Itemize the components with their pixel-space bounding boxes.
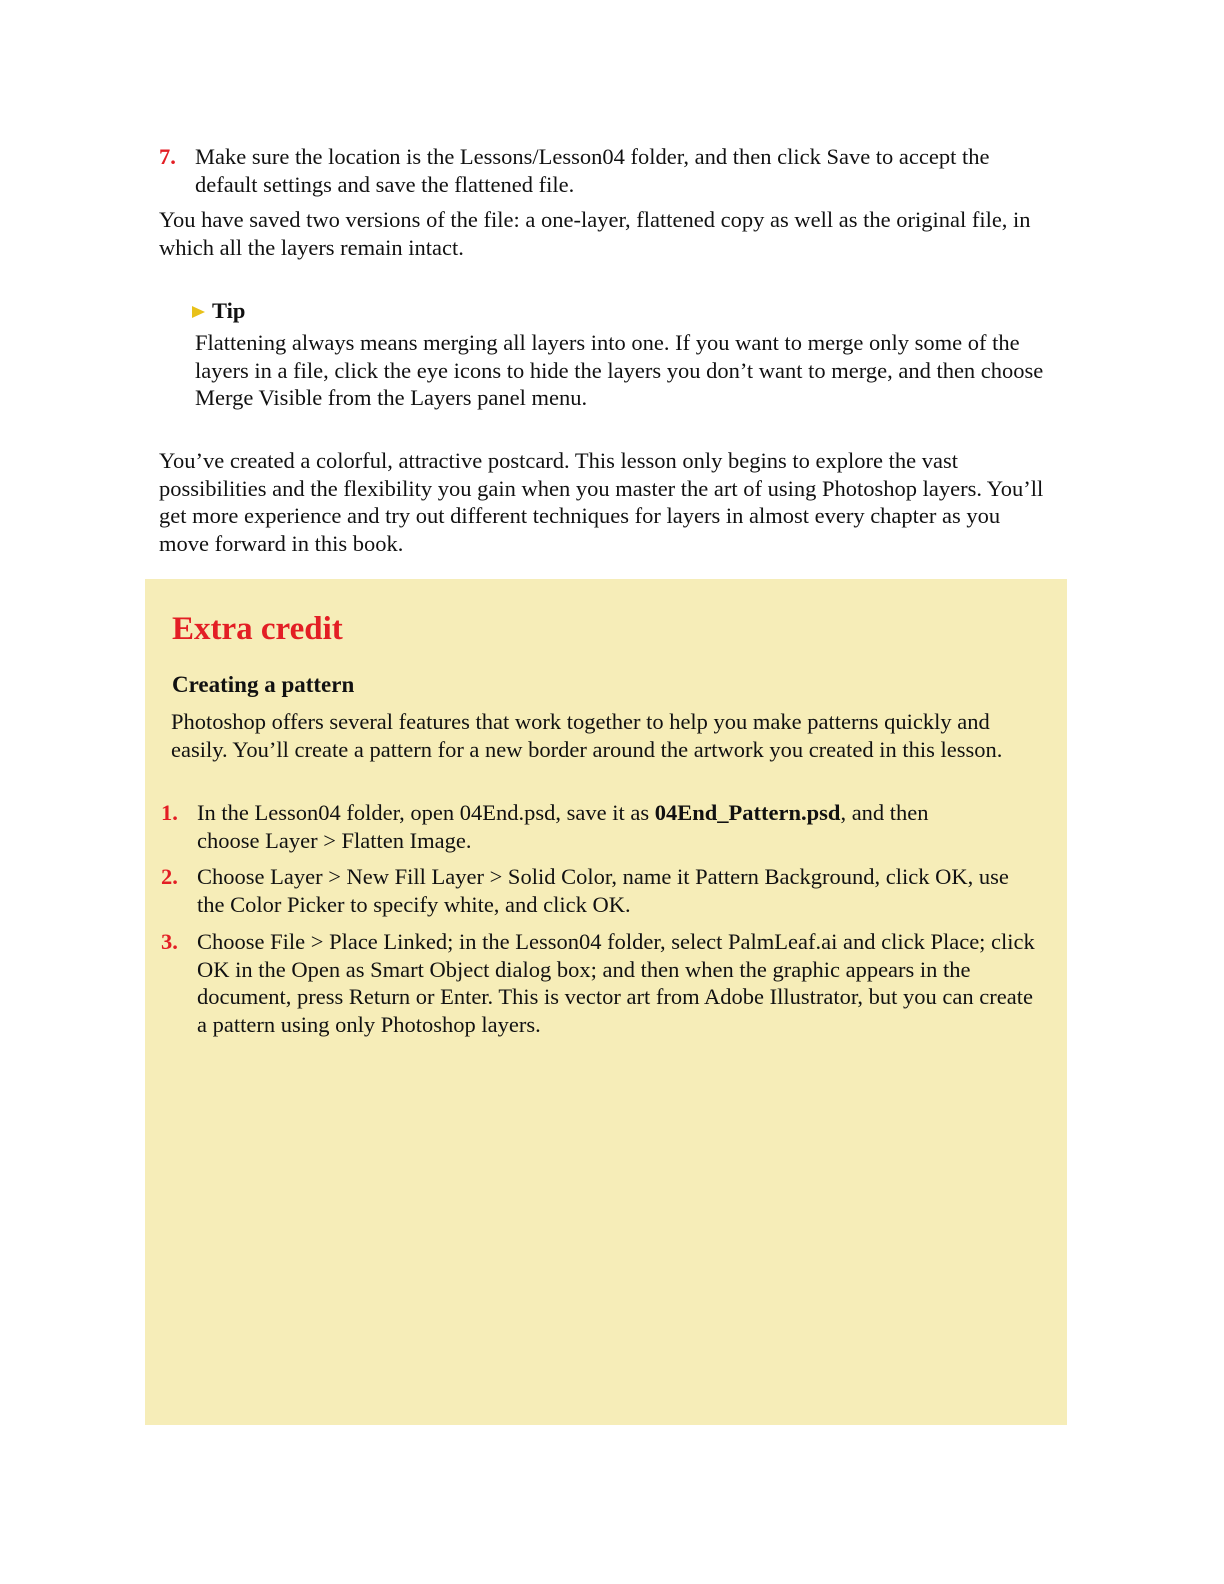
tip-heading xyxy=(192,297,245,325)
step-number: 2. xyxy=(161,864,178,889)
step-number: 3. xyxy=(161,929,178,954)
step-text-part: , and then choose Layer > Flatten Image. xyxy=(197,800,929,853)
step-text: Make sure the location is the Lessons/Lesson04 folder, and then click Save to accept the default settings and save the flattened file. xyxy=(195,144,990,197)
file-name: 04End_Pattern.psd xyxy=(654,800,841,825)
triangle-right-icon xyxy=(192,306,205,318)
extra-credit-step-3 xyxy=(161,928,1041,1038)
extra-credit-title: Extra credit xyxy=(172,611,343,647)
extra-credit-step-2 xyxy=(161,863,1041,918)
step-7 xyxy=(159,143,1059,198)
step-text: Choose Layer > New Fill Layer > Solid Color, name it Pattern Background, click OK, use the Color Picker to specify white, and click OK. xyxy=(197,864,1009,917)
tip-heading-label: Tip xyxy=(212,298,246,323)
step-text xyxy=(161,799,987,854)
extra-credit-intro: Photoshop offers several features that work together to help you make patterns quickly and easily. You’ll create a pattern for a new border around the artwork you created in this lesson. xyxy=(171,709,1003,762)
extra-credit-subtitle: Creating a pattern xyxy=(172,672,355,697)
step-text: Choose File > Place Linked; in the Lesson04 folder, select PalmLeaf.ai and click Place; click OK in the Open as Smart Object dialog box; and then when the graphic appears in the document, press Return or Enter. This is vector art from Adobe Illustrator, but you can create a pattern using only Photoshop layers. xyxy=(197,929,1035,1037)
extra-credit-step-1 xyxy=(161,799,1041,854)
step-text-part: In the Lesson04 folder, open 04End.psd, save it as xyxy=(197,800,655,825)
summary-paragraph: You have saved two versions of the file: a one-layer, flattened copy as well as the original file, in which all the layers remain intact. xyxy=(159,207,1031,260)
closing-paragraph: You’ve created a colorful, attractive postcard. This lesson only begins to explore the vast possibilities and the flexibility you gain when you master the art of using Photoshop layers. You’ll get more experience and try out different techniques for layers in almost every chapter as you move forward in this book. xyxy=(159,448,1044,556)
step-number: 1. xyxy=(161,800,178,825)
step-number: 7. xyxy=(159,144,176,169)
tip-body: Flattening always means merging all layers into one. If you want to merge only some of the layers in a file, click the eye icons to hide the layers you don’t want to merge, and then choose Merge Visible from the Layers panel menu. xyxy=(195,330,1044,410)
